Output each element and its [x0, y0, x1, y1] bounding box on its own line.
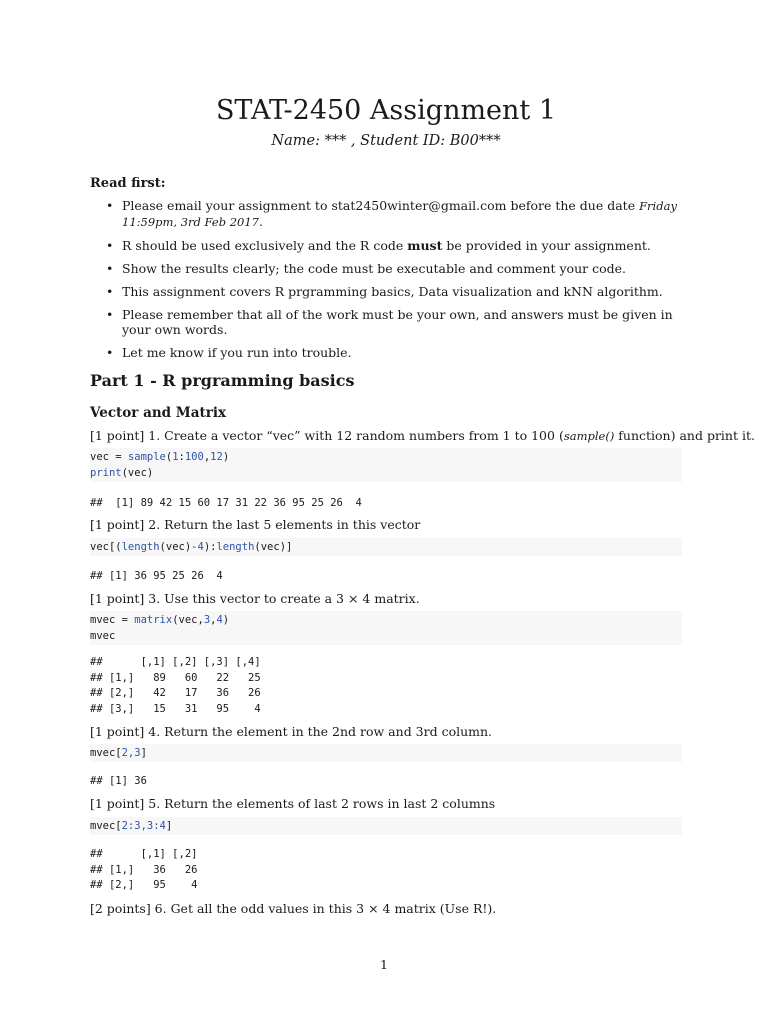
code-line: vec = sample(1:100,12) [90, 451, 230, 463]
code-line: mvec [90, 630, 116, 642]
document-title: STAT-2450 Assignment 1 [215, 95, 557, 126]
code-block [90, 448, 682, 482]
bullet-text: be provided in your assignment. [442, 238, 651, 253]
question-4: [1 point] 4. Return the element in the 2nd row and 3rd column. [90, 724, 493, 739]
code-output: ## [1] 36 95 25 26 4 [90, 570, 223, 582]
question-2: [1 point] 2. Return the last 5 elements in this vector [90, 517, 421, 532]
page-number: 1 [380, 957, 388, 972]
code-line: mvec[2:3,3:4] [90, 820, 173, 832]
code-line: print(vec) [90, 467, 154, 479]
code-block [90, 538, 682, 556]
code-line: mvec = matrix(vec,3,4) [90, 614, 230, 626]
section-heading: Part 1 - R prgramming basics [90, 371, 355, 390]
code-block [90, 817, 682, 835]
bullet-text: Please email your assignment to stat2450winter@gmail.com before the due date [122, 198, 640, 213]
list-item [90, 238, 682, 253]
bullet-text: R should be used exclusively and the R code [122, 238, 408, 253]
read-first-heading: Read first: [90, 176, 166, 191]
question-text: [1 point] 1. Create a vector “vec” with 12 random numbers from 1 to 100 ( [90, 428, 564, 443]
emphasis-text: must [407, 238, 443, 253]
list-item: • This assignment covers R prgramming basics, Data visualization and kNN algorithm. [90, 284, 682, 299]
list-item [90, 198, 682, 230]
code-output: ## [1] 89 42 15 60 17 31 22 36 95 25 26 4 [90, 497, 362, 509]
code-block [90, 744, 682, 762]
question-6: [2 points] 6. Get all the odd values in this 3 × 4 matrix (Use R!). [90, 901, 497, 916]
due-date: Friday 11:59pm, 3rd Feb 2017 [122, 199, 677, 229]
question-3: [1 point] 3. Use this vector to create a 3 × 4 matrix. [90, 591, 420, 606]
list-item: • Let me know if you run into trouble. [90, 345, 682, 360]
question-1 [90, 428, 755, 444]
question-text: function) and print it. [614, 428, 755, 443]
read-first-list [90, 198, 682, 368]
code-output: ## [,1] [,2] [,3] [,4] ## [1,] 89 60 22 25 ## [2,] 42 17 36 26 ## [3,] 15 31 95 4 [90, 656, 261, 715]
code-output: ## [,1] [,2] ## [1,] 36 26 ## [2,] 95 4 [90, 848, 198, 891]
function-name: sample() [563, 429, 615, 443]
subsection-heading: Vector and Matrix [90, 405, 227, 421]
code-block [90, 611, 682, 645]
code-line: vec[(length(vec)-4):length(vec)] [90, 541, 293, 553]
list-item: • Show the results clearly; the code must be executable and comment your code. [90, 261, 682, 276]
question-5: [1 point] 5. Return the elements of last 2 rows in last 2 columns [90, 796, 496, 811]
code-line: mvec[2,3] [90, 747, 147, 759]
document-subtitle: Name: *** , Student ID: B00*** [271, 133, 501, 149]
bullet-text: . [259, 214, 263, 229]
code-output: ## [1] 36 [90, 775, 147, 787]
list-item: • Please remember that all of the work must be your own, and answers must be given in your own words. [90, 307, 682, 337]
